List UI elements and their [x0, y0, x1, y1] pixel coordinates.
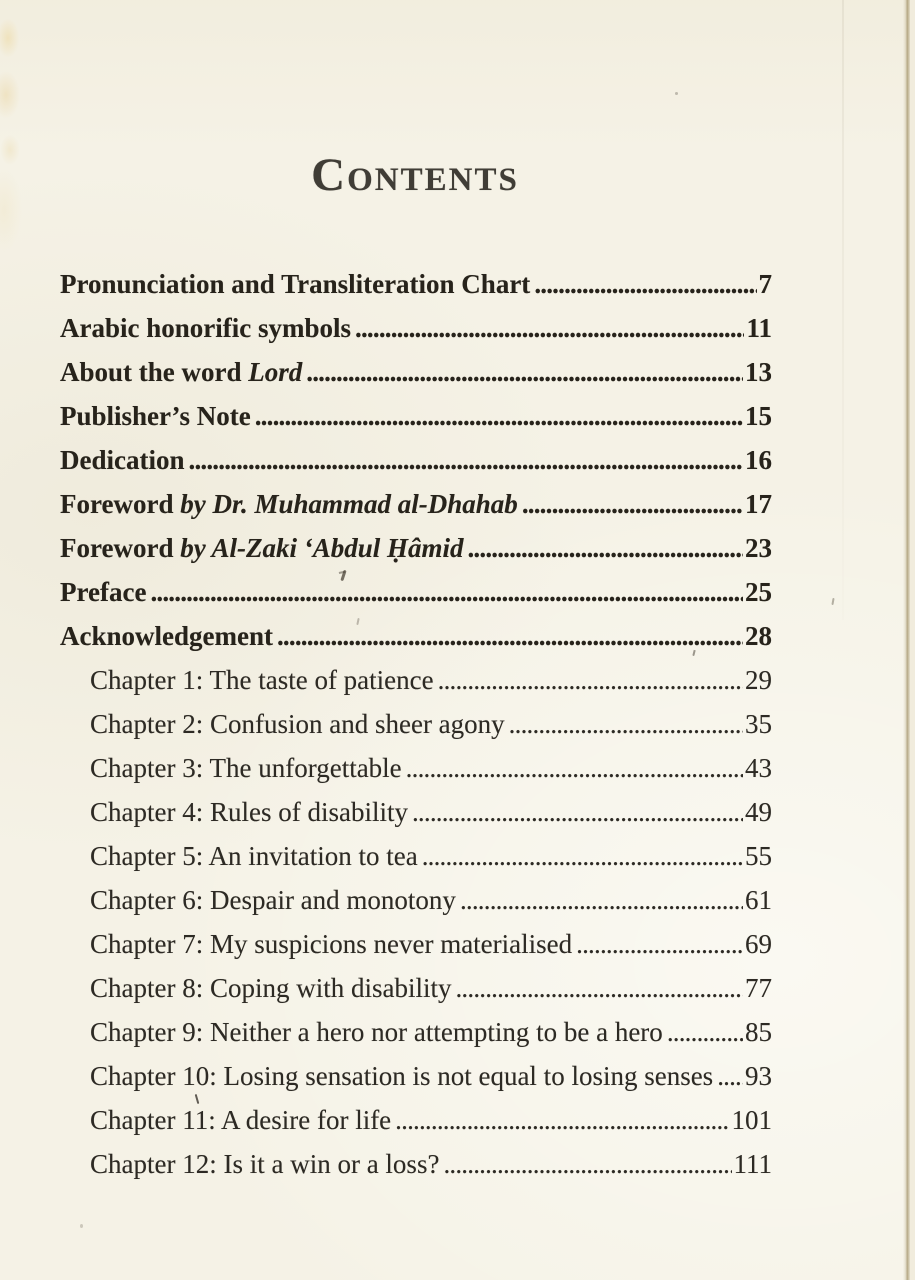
table-of-contents [60, 262, 772, 1186]
toc-entry [60, 1054, 772, 1098]
toc-entry-title: About the word Lord [60, 357, 303, 387]
toc-entry-title: Chapter 1: The taste of patience [90, 665, 434, 695]
toc-entry-title: Chapter 6: Despair and monotony [90, 885, 456, 915]
toc-entry-title: Chapter 7: My suspicions never materialised [90, 929, 573, 959]
toc-entry [60, 878, 772, 922]
dot-leader [443, 1142, 731, 1186]
dot-leader [467, 526, 743, 570]
dot-leader [455, 966, 743, 1010]
toc-entry [60, 350, 772, 394]
toc-entry-page: 35 [745, 709, 772, 739]
scan-speck [80, 1224, 83, 1228]
toc-entry [60, 306, 772, 350]
dot-leader [576, 922, 743, 966]
toc-entry-page: 28 [745, 621, 772, 651]
dot-leader [438, 658, 743, 702]
dot-leader [667, 1010, 743, 1054]
dot-leader [412, 790, 743, 834]
toc-entry-title: Foreword by Dr. Muhammad al-Dhahab [60, 489, 518, 519]
toc-entry-page: 15 [745, 401, 772, 431]
toc-entry-title: Chapter 5: An invitation to tea [90, 841, 418, 871]
toc-entry-title: Dedication [60, 445, 185, 475]
dot-leader [534, 262, 756, 306]
toc-entry-title: Acknowledgement [60, 621, 273, 651]
chapter-list [60, 658, 772, 1186]
toc-entry [60, 922, 772, 966]
toc-entry [60, 526, 772, 570]
toc-entry-title: Chapter 4: Rules of disability [90, 797, 408, 827]
toc-entry-page: 16 [745, 445, 772, 475]
toc-entry-page: 7 [758, 269, 772, 299]
page-edge-paper [910, 0, 915, 1280]
toc-entry-title: Chapter 8: Coping with disability [90, 973, 452, 1003]
toc-entry [60, 658, 772, 702]
toc-entry-title: Chapter 12: Is it a win or a loss? [90, 1149, 440, 1179]
toc-entry-page: 55 [745, 841, 772, 871]
toc-entry-page: 85 [745, 1017, 772, 1047]
toc-entry [60, 834, 772, 878]
page-edge-line [903, 0, 910, 1280]
toc-entry-page: 69 [745, 929, 772, 959]
toc-entry [60, 1098, 772, 1142]
toc-entry-title: Preface [60, 577, 147, 607]
dot-leader [460, 878, 743, 922]
toc-entry-page: 11 [746, 313, 772, 343]
toc-entry-page: 23 [745, 533, 772, 563]
toc-entry [60, 394, 772, 438]
toc-entry-title: Arabic honorific symbols [60, 313, 352, 343]
toc-entry-title: Chapter 11: A desire for life [90, 1105, 392, 1135]
scan-speck [675, 92, 678, 95]
toc-entry-page: 93 [745, 1061, 772, 1091]
toc-entry-page: 43 [745, 753, 772, 783]
toc-entry-page: 13 [745, 357, 772, 387]
dot-leader [255, 394, 743, 438]
scan-smudge [0, 0, 60, 260]
front-matter-list [60, 262, 772, 658]
toc-entry [60, 482, 772, 526]
toc-entry [60, 790, 772, 834]
toc-entry [60, 1010, 772, 1054]
toc-entry [60, 570, 772, 614]
dot-leader [150, 570, 743, 614]
toc-entry [60, 1142, 772, 1186]
toc-entry [60, 746, 772, 790]
page-title: Contents [311, 149, 519, 201]
toc-entry-page: 17 [745, 489, 772, 519]
scan-speck [831, 598, 834, 605]
dot-leader [522, 482, 743, 526]
toc-entry [60, 262, 772, 306]
dot-leader [189, 438, 744, 482]
toc-entry [60, 702, 772, 746]
dot-leader [406, 746, 743, 790]
toc-entry [60, 438, 772, 482]
toc-entry-page: 49 [745, 797, 772, 827]
toc-entry-page: 29 [745, 665, 772, 695]
dot-leader [509, 702, 743, 746]
toc-entry [60, 966, 772, 1010]
toc-entry [60, 614, 772, 658]
dot-leader [717, 1054, 743, 1098]
toc-entry-title: Chapter 3: The unforgettable [90, 753, 402, 783]
dot-leader [355, 306, 744, 350]
dot-leader [277, 614, 743, 658]
toc-entry-page: 101 [731, 1105, 772, 1135]
toc-entry-page: 111 [733, 1149, 772, 1179]
page-crease [842, 0, 844, 620]
toc-entry-title: Pronunciation and Transliteration Chart [60, 269, 531, 299]
toc-entry-title: Chapter 10: Losing sensation is not equal to losing senses [90, 1061, 714, 1091]
toc-entry-title: Chapter 2: Confusion and sheer agony [90, 709, 505, 739]
toc-entry-page: 61 [745, 885, 772, 915]
toc-entry-page: 25 [745, 577, 772, 607]
dot-leader [306, 350, 743, 394]
toc-entry-title: Foreword by Al-Zaki ‘Abdul Ḥâmid [60, 533, 464, 563]
dot-leader [395, 1098, 729, 1142]
toc-entry-title: Publisher’s Note [60, 401, 251, 431]
dot-leader [422, 834, 743, 878]
toc-entry-title: Chapter 9: Neither a hero nor attempting to be a hero [90, 1017, 663, 1047]
toc-entry-page: 77 [745, 973, 772, 1003]
